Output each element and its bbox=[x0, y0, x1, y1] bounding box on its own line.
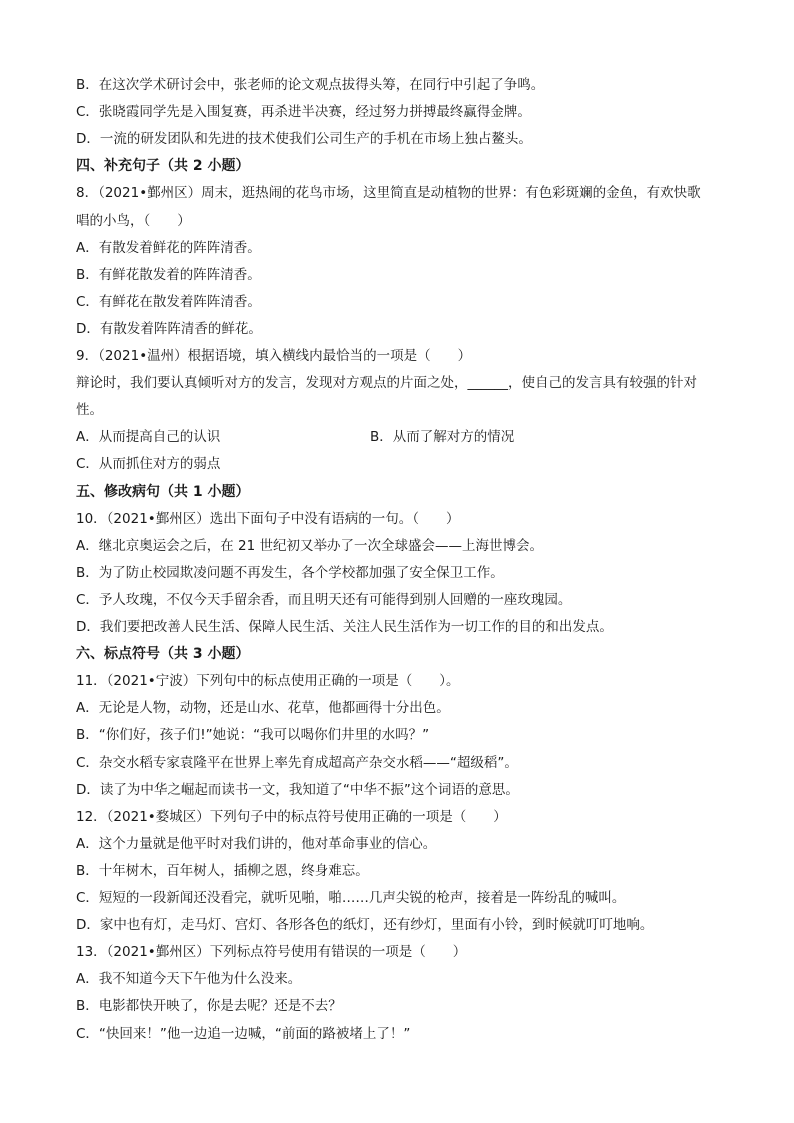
text-line: D．家中也有灯，走马灯、宫灯、各形各色的纸灯，还有纱灯，里面有小铃，到时候就叮叮地响。 bbox=[76, 917, 654, 934]
text-line: 12．（2021•婺城区）下列句子中的标点符号使用正确的一项是（ ） bbox=[76, 808, 507, 825]
text-line: D．我们要把改善人民生活、保障人民生活、关注人民生活作为一切工作的目的和出发点。 bbox=[76, 619, 613, 635]
text-line: B．在这次学术研讨会中，张老师的论文观点拔得头筹，在同行中引起了争鸣。 bbox=[76, 77, 545, 93]
text-line: C．从而抓住对方的弱点 bbox=[76, 456, 221, 473]
text-line: 11．（2021•宁波）下列句中的标点使用正确的一项是（ ）。 bbox=[76, 673, 460, 690]
text-line: A．我不知道今天下午他为什么没来。 bbox=[76, 971, 302, 988]
text-line: B．为了防止校园欺凌问题不再发生，各个学校都加强了安全保卫工作。 bbox=[76, 564, 504, 581]
text-line: C．张晓霞同学先是入围复赛，再杀进半决赛，经过努力拼搏最终赢得金牌。 bbox=[76, 104, 531, 121]
text-line: 13．（2021•鄞州区）下列标点符号使用有错误的一项是（ ） bbox=[76, 944, 467, 961]
text-line: D．一流的研发团队和先进的技术使我们公司生产的手机在市场上独占鳌头。 bbox=[76, 131, 532, 148]
text-line: C．“快回来！”他一边追一边喊，“前面的路被堵上了！” bbox=[76, 1025, 411, 1042]
text-line: A．从而提高自己的认识 bbox=[76, 429, 221, 446]
text-line: 性。 bbox=[76, 402, 103, 419]
text-line: B．十年树木，百年树人，插柳之恩，终身难忘。 bbox=[76, 862, 369, 879]
text-line: A．继北京奥运会之后，在 21 世纪初又举办了一次全球盛会——上海世博会。 bbox=[76, 537, 543, 554]
text-line: B．电影都快开映了，你是去呢？还是不去？ bbox=[76, 998, 342, 1015]
section-heading: 五、修改病句（共 1 小题） bbox=[76, 483, 250, 500]
text-line: A．无论是人物，动物，还是山水、花草，他都画得十分出色。 bbox=[76, 700, 450, 717]
text-line: D．读了为中华之崛起而读书一文，我知道了“中华不振”这个词语的意思。 bbox=[76, 781, 519, 798]
text-line: 8．（2021•鄞州区）周末，逛热闹的花鸟市场，这里简直是动植物的世界：有色彩斑斓的金鱼，有欢快歌 bbox=[76, 185, 701, 202]
text-line: B．“你们好，孩子们!”她说：“我可以喝你们井里的水吗？” bbox=[76, 727, 430, 744]
text-line: A．这个力量就是他平时对我们讲的，他对革命事业的信心。 bbox=[76, 835, 437, 852]
text-line: C．予人玫瑰，不仅今天手留余香，而且明天还有可能得到别人回赠的一座玫瑰园。 bbox=[76, 591, 572, 608]
text-line: C．杂交水稻专家袁隆平在世界上率先育成超高产杂交水稻——“超级稻”。 bbox=[76, 754, 518, 771]
text-line: C．有鲜花在散发着阵阵清香。 bbox=[76, 293, 261, 310]
text-line: A．有散发着鲜花的阵阵清香。 bbox=[76, 239, 261, 256]
text-line: 9．（2021•温州）根据语境，填入横线内最恰当的一项是（ ） bbox=[76, 348, 472, 364]
option-b: B．从而了解对方的情况 bbox=[370, 429, 515, 446]
text-line: D．有散发着阵阵清香的鲜花。 bbox=[76, 320, 262, 337]
text-line: 唱的小鸟，（ ） bbox=[76, 212, 191, 229]
section-heading: 六、标点符号（共 3 小题） bbox=[76, 646, 250, 663]
text-line: 10．（2021•鄞州区）选出下面句子中没有语病的一句。（ ） bbox=[76, 510, 460, 527]
text-line: C．短短的一段新闻还没看完，就听见啪，啪……几声尖锐的枪声，接着是一阵纷乱的喊叫。 bbox=[76, 890, 626, 906]
text-line: 辩论时，我们要认真倾听对方的发言，发现对方观点的片面之处，______，使自己的发言具有较强的针对 bbox=[76, 375, 697, 392]
text-line: B．有鲜花散发着的阵阵清香。 bbox=[76, 266, 261, 283]
section-heading: 四、补充句子（共 2 小题） bbox=[76, 158, 250, 175]
